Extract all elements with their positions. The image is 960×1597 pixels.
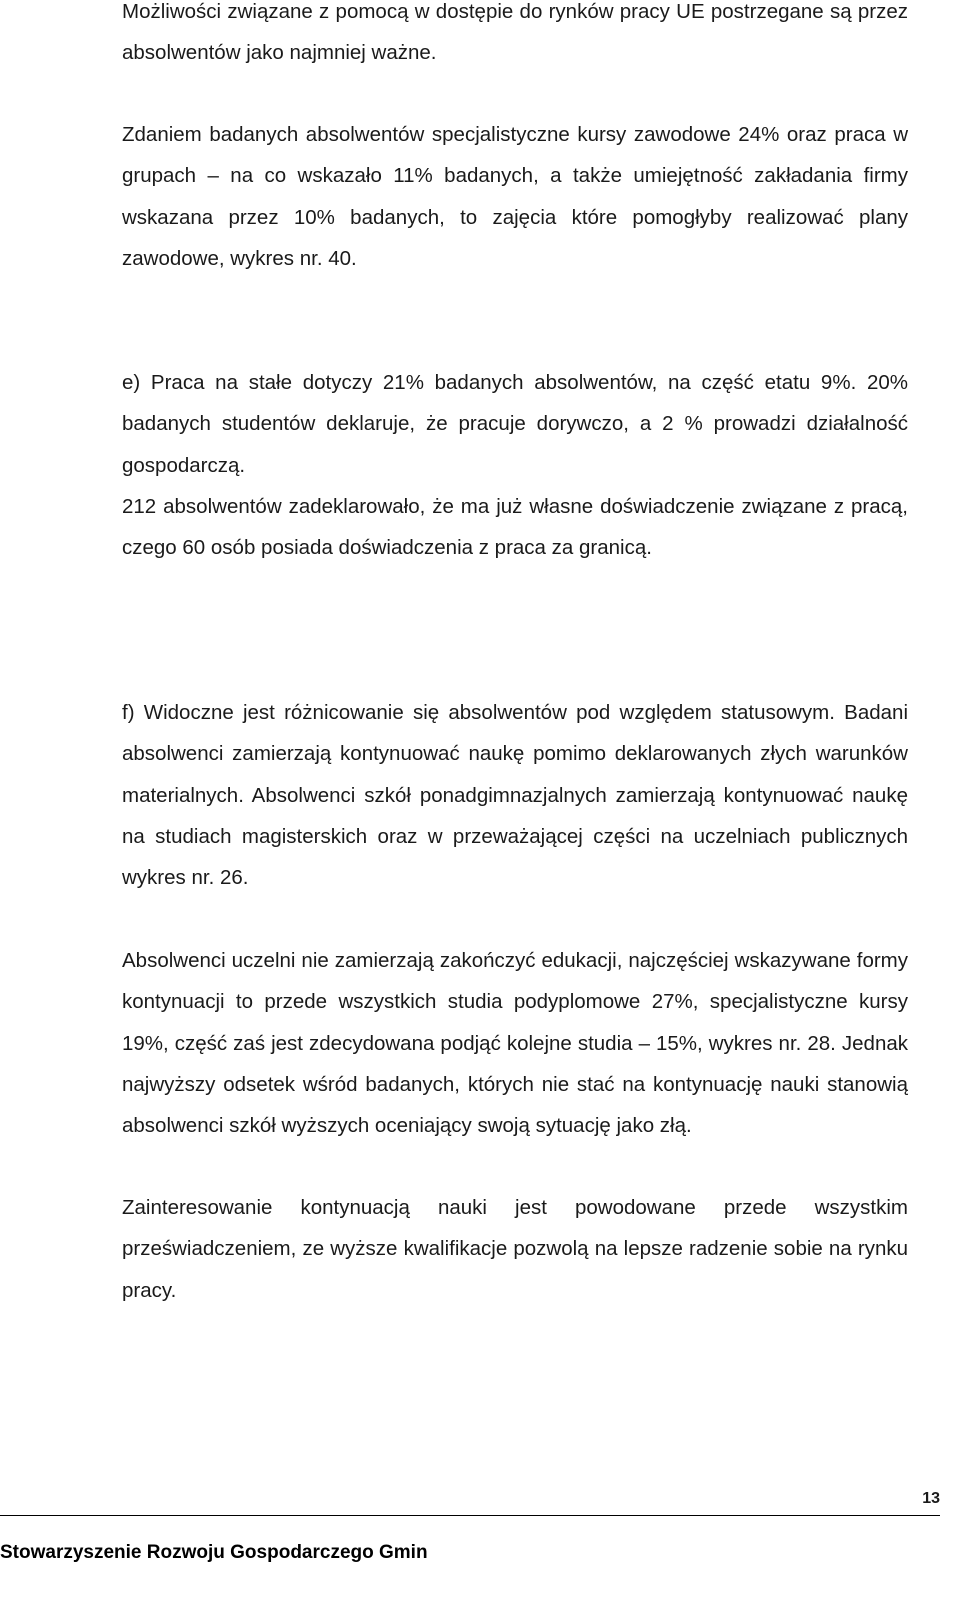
paragraph-eu-labour-markets: Możliwości związane z pomocą w dostępie do rynków pracy UE postrzegane są przez absolwentów jako najmniej ważne.	[122, 0, 908, 65]
paragraph-status-differentiation: f) Widoczne jest różnicowanie się absolwentów pod względem statusowym. Badani absolwenci zamierzają kontynuować naukę pomimo deklarowanych złych warunków materialnych. Absolwenci szkół ponadgimnazjalnych zamierzają kontynuować naukę na studiach magisterskich oraz w przeważającej części na uczelniach publicznych wykres nr. 26.	[122, 701, 908, 890]
footer-divider	[0, 1515, 940, 1516]
paragraph-continuing-education-interest: Zainteresowanie kontynuacją nauki jest powodowane przede wszystkim przeświadczeniem, ze wyższe kwalifikacje pozwolą na lepsze radzenie sobie na rynku pracy.	[122, 1196, 908, 1302]
footer-organization-name: Stowarzyszenie Rozwoju Gospodarczego Gmin	[0, 1542, 428, 1563]
paragraph-vocational-courses: Zdaniem badanych absolwentów specjalistyczne kursy zawodowe 24% oraz praca w grupach – na co wskazało 11% badanych, a także umiejętność zakładania firmy wskazana przez 10% badanych, to zajęcia które pomogłyby realizować plany zawodowe, wykres nr. 40.	[122, 123, 908, 270]
paragraph-university-graduates: Absolwenci uczelni nie zamierzają zakończyć edukacji, najczęściej wskazywane formy kontynuacji to przede wszystkich studia podyplomowe 27%, specjalistyczne kursy 19%, część zaś jest zdecydowana podjąć kolejne studia – 15%, wykres nr. 28. Jednak najwyższy odsetek wśród badanych, których nie stać na kontynuację nauki stanowią absolwenci szkół wyższych oceniający swoją sytuację jako złą.	[122, 949, 908, 1138]
paragraph-work-experience: 212 absolwentów zadeklarowało, że ma już własne doświadczenie związane z pracą, czego 60 osób posiada doświadczenia z praca za granicą.	[122, 495, 908, 560]
paragraph-employment-status: e) Praca na stałe dotyczy 21% badanych absolwentów, na część etatu 9%. 20% badanych studentów deklaruje, że pracuje dorywczo, a 2 % prowadzi działalność gospodarczą.	[122, 371, 908, 477]
page-number: 13	[922, 1490, 940, 1507]
